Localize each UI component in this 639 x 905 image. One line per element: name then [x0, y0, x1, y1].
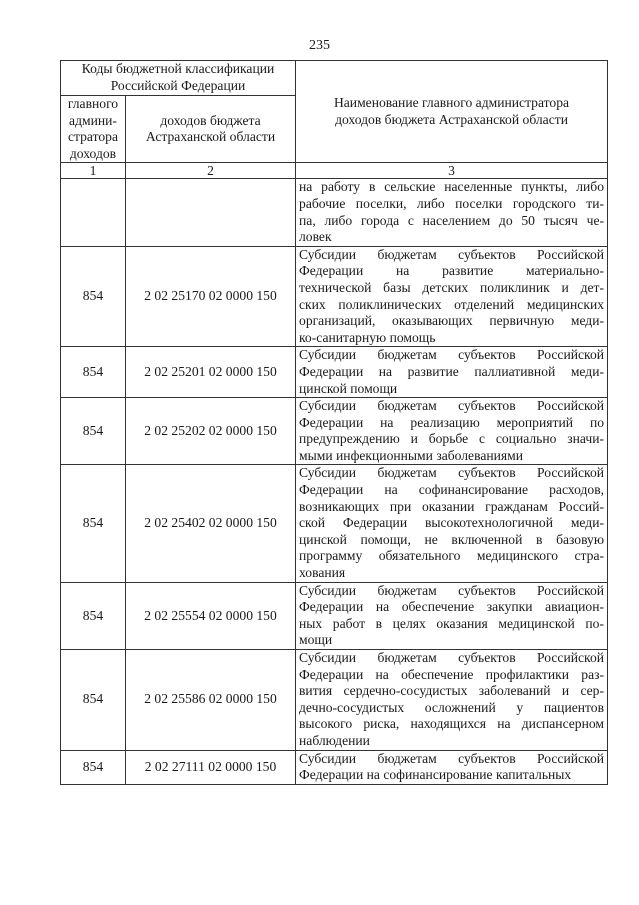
income-name-line: на работу в сельские населенные пункты, либо	[299, 179, 605, 195]
income-name-line: ловек	[299, 229, 332, 245]
header-col1-line: доходов	[69, 145, 117, 161]
admin-code-cell: 854	[61, 465, 126, 582]
table-row	[61, 582, 608, 649]
income-name-line: Субсидии бюджетам субъектов Российской	[299, 650, 605, 665]
column-number: 3	[296, 163, 608, 179]
income-name-line: ской Федерации высокотехнологичной меди-	[299, 515, 605, 531]
header-col2-line: Астраханской области	[145, 129, 276, 145]
income-name-line: цинской помощи, не включенной в базовую	[299, 531, 605, 547]
admin-code-cell: 854	[61, 347, 126, 398]
income-name-line: Субсидии бюджетам субъектов Российской	[299, 347, 605, 363]
admin-code-cell: 854	[61, 750, 126, 784]
header-col3	[296, 61, 608, 163]
header-group-title: Коды бюджетной классификации Российской Федерации	[61, 61, 296, 96]
income-name-line: Федерации на развитие паллиативной меди-	[299, 363, 605, 379]
income-name-line: ных работ в целях оказания медицинской по-	[299, 615, 605, 631]
admin-code-cell: 854	[61, 246, 126, 347]
income-name-line: Субсидии бюджетам субъектов Российской	[299, 582, 605, 598]
income-name-line: мыми инфекционными заболеваниями	[299, 447, 524, 463]
income-name-cell	[296, 465, 608, 582]
header-col2	[126, 96, 296, 163]
income-name-cell	[296, 582, 608, 649]
income-name-line: Субсидии бюджетам субъектов Российской	[299, 246, 605, 262]
income-name-cell	[296, 750, 608, 784]
income-code-cell	[126, 179, 296, 246]
income-name-line: вития сердечно-сосудистых заболеваний и сер-	[299, 683, 605, 699]
income-name-cell	[296, 246, 608, 347]
income-name-line: ко-санитарную помощь	[299, 329, 436, 345]
admin-code-cell: 854	[61, 650, 126, 751]
income-code-cell: 2 02 27111 02 0000 150	[126, 750, 296, 784]
income-name-line: организаций, оказывающих первичную меди-	[299, 313, 605, 329]
header-col3-line: Наименование главного администратора	[333, 95, 570, 111]
income-name-cell	[296, 179, 608, 246]
income-name-line: цинской помощи	[299, 380, 398, 396]
income-name-line: Федерации на реализацию мероприятий по	[299, 414, 605, 430]
income-name-line: программу обязательного медицинского стра-	[299, 548, 605, 564]
page-number: 235	[309, 38, 330, 53]
header-col1	[61, 96, 126, 163]
table-row	[61, 398, 608, 465]
income-code-cell: 2 02 25586 02 0000 150	[126, 650, 296, 751]
table-row	[61, 347, 608, 398]
table-row	[61, 465, 608, 582]
income-name-line: технической базы детских поликлиник и дет-	[299, 279, 605, 295]
admin-code-cell	[61, 179, 126, 246]
income-code-cell: 2 02 25201 02 0000 150	[126, 347, 296, 398]
column-number-row	[61, 163, 608, 179]
header-col1-line: стратора	[67, 129, 118, 145]
column-number: 2	[126, 163, 296, 179]
header-col1-line: админи-	[69, 112, 117, 128]
income-name-line: Федерации на софинансирование капитальных	[299, 767, 572, 783]
income-name-line: па, либо города с населением до 50 тысяч че-	[299, 212, 605, 228]
column-number: 1	[61, 163, 126, 179]
income-name-line: Субсидии бюджетам субъектов Российской	[299, 750, 605, 766]
income-name-line: дечно-сосудистых осложнений у пациентов	[299, 699, 605, 715]
income-name-line: предупреждению и борьбе с социально значи-	[299, 431, 605, 447]
income-name-line: высокого риска, находящихся на диспансерном	[299, 716, 605, 732]
budget-classification-table	[60, 60, 608, 785]
table-row	[61, 750, 608, 784]
income-name-line: Федерации на обеспечение закупки авиацион-	[299, 599, 605, 615]
table-row	[61, 650, 608, 751]
header-col3-line: доходов бюджета Астраханской области	[335, 111, 568, 127]
income-name-line: возникающих при оказании гражданам Россий-	[299, 498, 605, 514]
income-name-line: ских поликлинических отделений медицинских	[299, 296, 605, 312]
income-name-cell	[296, 650, 608, 751]
income-code-cell: 2 02 25170 02 0000 150	[126, 246, 296, 347]
table-body	[61, 179, 608, 784]
header-col2-line: доходов бюджета	[160, 112, 261, 128]
income-name-cell	[296, 398, 608, 465]
table-row	[61, 179, 608, 246]
income-name-line: Субсидии бюджетам субъектов Российской	[299, 465, 605, 481]
income-name-cell	[296, 347, 608, 398]
income-name-line: Федерации на обеспечение профилактики раз-	[299, 666, 605, 682]
header-col1-line: главного	[67, 96, 119, 111]
income-name-line: наблюдении	[299, 732, 370, 748]
income-name-line: Федерации на софинансирование расходов,	[299, 482, 605, 498]
income-name-line: Федерации на развитие материально-	[299, 263, 605, 279]
admin-code-cell: 854	[61, 582, 126, 649]
income-code-cell: 2 02 25202 02 0000 150	[126, 398, 296, 465]
income-name-line: Субсидии бюджетам субъектов Российской	[299, 398, 605, 414]
table-row	[61, 246, 608, 347]
income-name-line: хования	[299, 565, 346, 581]
income-name-line: рабочие поселки, либо поселки городского ти-	[299, 195, 605, 211]
income-code-cell: 2 02 25554 02 0000 150	[126, 582, 296, 649]
income-code-cell: 2 02 25402 02 0000 150	[126, 465, 296, 582]
admin-code-cell: 854	[61, 398, 126, 465]
income-name-line: мощи	[299, 632, 333, 648]
